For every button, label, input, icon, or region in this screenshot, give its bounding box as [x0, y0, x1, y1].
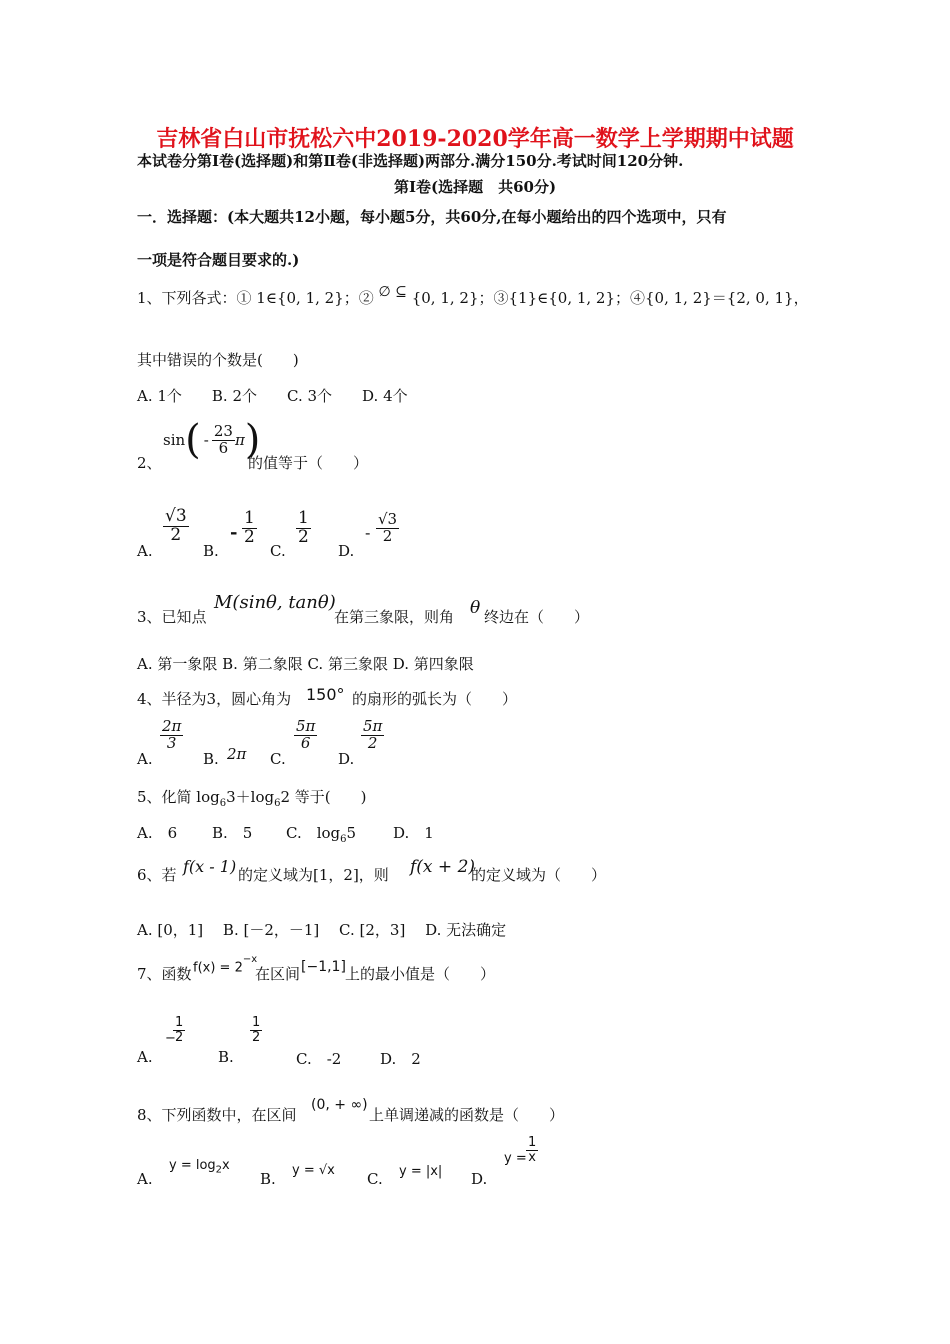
- q5-option-b: B. 5: [212, 824, 253, 842]
- q8-option-a-function: $y = \log_2x$: [169, 1158, 230, 1176]
- q5-option-c: C. $\log_65$: [286, 824, 357, 845]
- question-1-stem: 1、下列各式：① 1∈{0, 1, 2}；② ∅ ⊆ {0, 1, 2}；③{1}∈{0, 1, 2}；④{0, 1, 2}＝{2, 0, 1}，: [137, 284, 809, 307]
- q8-option-d-label: D.: [471, 1170, 488, 1188]
- question-5-stem: 5、化简 $\log_63+\log_62$ 等于( ): [137, 788, 367, 809]
- q2-option-d-label: D.: [338, 542, 355, 560]
- q2-option-a-label: A.: [137, 542, 153, 560]
- q8-option-c-function: y = |x|: [399, 1164, 443, 1179]
- q7-option-a-label: A.: [137, 1048, 153, 1066]
- question-2-expression: sin ( - $\frac{23}{6}$ π ): [163, 417, 261, 463]
- q4-option-d-label: D.: [338, 750, 355, 768]
- question-7-mid: 在区间: [255, 965, 301, 983]
- q4-option-a-fraction: $\frac{2\pi}{3}$: [162, 717, 182, 752]
- question-6-mid: 的定义域为[1，2]，则: [238, 866, 389, 884]
- question-3-mid: 在第三象限，则角: [334, 608, 455, 626]
- q8-option-b-function: y = √x: [292, 1163, 335, 1178]
- exam-title: 吉林省白山市抚松六中2019-2020学年高一数学上学期期中试题: [156, 126, 794, 152]
- function-f-x: $f(x) = 2^{-x}$: [193, 954, 258, 976]
- q4-option-b-label: B.: [203, 750, 219, 768]
- f-of-x-minus-1: f(x - 1): [183, 857, 237, 876]
- q2-option-b-label: B.: [203, 542, 219, 560]
- question-3-tail: 终边在（ ）: [484, 608, 590, 626]
- fraction-23-6: $\frac{23}{6}$: [213, 421, 233, 457]
- f-of-x-plus-2: f(x + 2): [410, 857, 476, 877]
- q7-option-d: D. 2: [380, 1050, 421, 1068]
- empty-set-subset-symbol: ∅ ⊆: [378, 284, 407, 300]
- point-m: M(sinθ, tanθ): [214, 592, 336, 613]
- q2-option-c-label: C.: [270, 542, 286, 560]
- exam-intro: 本试卷分第Ⅰ卷(选择题)和第Ⅱ卷(非选择题)两部分.满分150分.考试时间120分钟.: [137, 152, 684, 170]
- question-2-tail: 的值等于（ ）: [248, 454, 369, 472]
- question-6-options: A. [0，1] B. [－2，－1] C. [2，3] D. 无法确定: [137, 921, 507, 939]
- q4-option-c-label: C.: [270, 750, 286, 768]
- question-8-tail: 上单调递减的函数是（ ）: [369, 1106, 565, 1124]
- q4-option-c-fraction: $\frac{5\pi}{6}$: [296, 717, 316, 752]
- question-4-tail: 的扇形的弧长为（ ）: [352, 690, 518, 708]
- q8-option-d-lhs: y =: [504, 1151, 527, 1166]
- q7-option-a-fraction: $\frac{1}{2}$: [175, 1015, 184, 1045]
- angle-150: 150°: [306, 685, 345, 704]
- q8-option-c-label: C.: [367, 1170, 383, 1188]
- section-instructions-line1: 一．选择题：(本大题共12小题，每小题5分，共60分,在每小题给出的四个选项中，只有: [137, 208, 727, 226]
- question-6-head: 6、若: [137, 866, 177, 884]
- q2-option-c-fraction: $\frac{1}{2}$: [298, 508, 309, 547]
- theta-symbol: θ: [470, 598, 481, 618]
- question-1-options: A. 1个 B. 2个 C. 3个 D. 4个: [137, 387, 408, 405]
- question-1-stem2: 其中错误的个数是( ): [137, 351, 299, 369]
- q7-option-b-fraction: $\frac{1}{2}$: [252, 1015, 261, 1045]
- q4-option-d-fraction: $\frac{5\pi}{2}$: [363, 717, 383, 752]
- section-instructions-line2: 一项是符合题目要求的.): [137, 251, 300, 269]
- volume-heading: 第Ⅰ卷(选择题 共60分): [393, 178, 557, 196]
- question-4-head: 4、半径为3，圆心角为: [137, 690, 292, 708]
- question-6-tail: 的定义域为（ ）: [471, 866, 607, 884]
- q5-option-d: D. 1: [393, 824, 434, 842]
- q8-option-b-label: B.: [260, 1170, 276, 1188]
- question-8-head: 8、下列函数中，在区间: [137, 1106, 297, 1124]
- q7-option-c: C. -2: [296, 1050, 342, 1068]
- q7-option-b-label: B.: [218, 1048, 234, 1066]
- q2-option-d-fraction: $\frac{√3}{2}$: [378, 510, 398, 545]
- q2-option-a-fraction: $\frac{√3}{2}$: [165, 506, 187, 545]
- q5-option-a: A. 6: [137, 824, 178, 842]
- q2-option-b-fraction: $\frac{1}{2}$: [244, 508, 255, 547]
- question-3-head: 3、已知点: [137, 608, 207, 626]
- question-7-head: 7、函数: [137, 965, 192, 983]
- question-2-number: 2、: [137, 454, 162, 472]
- q4-option-b-value: 2π: [227, 745, 247, 763]
- q8-option-d-fraction: $\frac{1}{x}$: [528, 1135, 537, 1165]
- q4-option-a-label: A.: [137, 750, 153, 768]
- question-3-options: A. 第一象限 B. 第二象限 C. 第三象限 D. 第四象限: [137, 655, 474, 673]
- q8-option-a-label: A.: [137, 1170, 153, 1188]
- question-7-tail: 上的最小值是（ ）: [345, 965, 496, 983]
- interval-0-inf: (0, + ∞): [311, 1097, 368, 1113]
- interval-minus1-1: [−1,1]: [301, 959, 346, 975]
